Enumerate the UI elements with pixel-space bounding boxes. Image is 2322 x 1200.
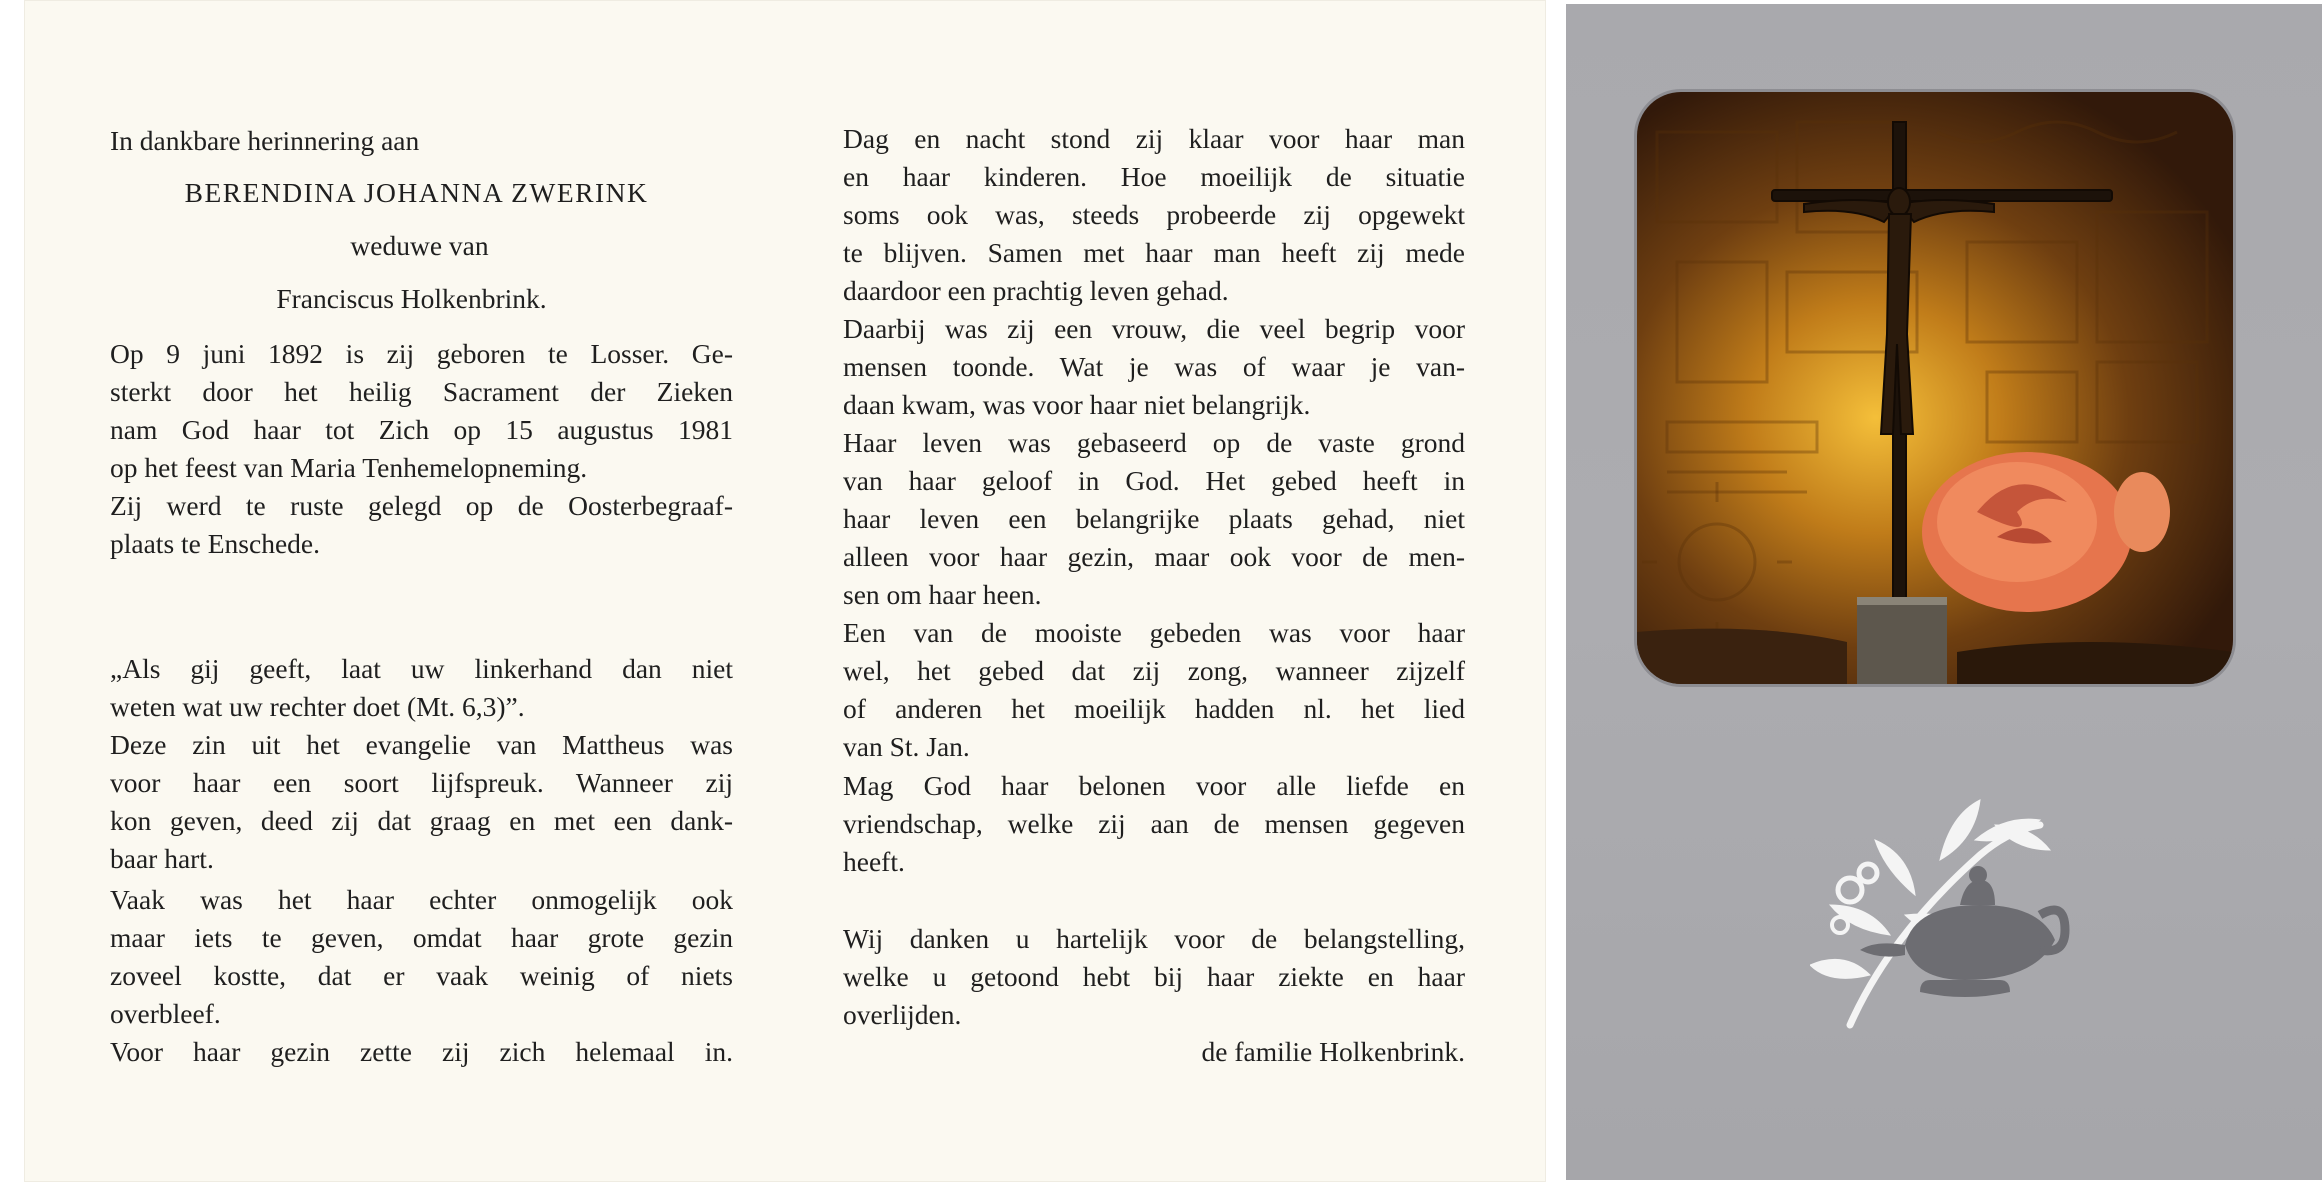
text-line: alleen voor haar gezin, maar ook voor de men-	[843, 541, 1465, 572]
text-line: Mag God haar belonen voor alle liefde en	[843, 770, 1465, 801]
text-line: zoveel kostte, dat er vaak weinig of niets	[110, 960, 733, 991]
text-line: Daarbij was zij een vrouw, die veel begrip voor	[843, 313, 1465, 344]
text-line: heeft.	[843, 846, 905, 877]
relation-text: weduwe van	[350, 230, 489, 261]
text-line: welke u getoond hebt bij haar ziekte en haar	[843, 961, 1465, 992]
text-line: Wij danken u hartelijk voor de belangstelling,	[843, 923, 1465, 954]
text-line: en haar kinderen. Hoe moeilijk de situatie	[843, 161, 1465, 192]
heading: In dankbare herinnering aan	[110, 125, 420, 156]
crucifix-rose-photo	[1637, 92, 2233, 684]
text-line: mensen toonde. Wat je was of waar je van-	[843, 351, 1465, 382]
text-line: Op 9 juni 1892 is zij geboren te Losser. Ge-	[110, 338, 733, 369]
text-line: weten wat uw rechter doet (Mt. 6,3)”.	[110, 691, 525, 722]
signature: de familie Holkenbrink.	[1201, 1036, 1465, 1067]
text-line: Voor haar gezin zette zij zich helemaal in.	[110, 1036, 733, 1067]
text-line: op het feest van Maria Tenhemelopneming.	[110, 452, 588, 483]
text-line: van haar geloof in God. Het gebed heeft in	[843, 465, 1465, 496]
text-line: plaats te Enschede.	[110, 528, 320, 559]
deceased-name: BERENDINA JOHANNA ZWERINK	[184, 177, 649, 208]
text-line: kon geven, deed zij dat graag en met een dank-	[110, 805, 733, 836]
text-line: daardoor een prachtig leven gehad.	[843, 275, 1229, 306]
text-line: wel, het gebed dat zij zong, wanneer zijzelf	[843, 655, 1465, 686]
text-line: baar hart.	[110, 843, 214, 874]
text-line: Zij werd te ruste gelegd op de Oosterbegraaf-	[110, 490, 733, 521]
text-line: „Als gij geeft, laat uw linkerhand dan niet	[110, 653, 733, 684]
text-line: sen om haar heen.	[843, 579, 1042, 610]
text-line: Haar leven was gebaseerd op de vaste grond	[843, 427, 1465, 458]
text-line: Een van de mooiste gebeden was voor haar	[843, 617, 1465, 648]
text-line: Deze zin uit het evangelie van Mattheus was	[110, 729, 733, 760]
text-line: overlijden.	[843, 999, 962, 1030]
text-line: soms ook was, steeds probeerde zij opgewekt	[843, 199, 1465, 230]
text-line: maar iets te geven, omdat haar grote gezin	[110, 922, 733, 953]
text-line: daan kwam, was voor haar niet belangrijk.	[843, 389, 1311, 420]
oil-lamp-olive-branch-icon	[1810, 795, 2070, 1045]
text-line: voor haar een soort lijfspreuk. Wanneer zij	[110, 767, 733, 798]
text-line: te blijven. Samen met haar man heeft zij mede	[843, 237, 1465, 268]
text-line: overbleef.	[110, 998, 221, 1029]
text-line: Vaak was het haar echter onmogelijk ook	[110, 884, 733, 915]
text-line: nam God haar tot Zich op 15 augustus 1981	[110, 414, 733, 445]
text-line: vriendschap, welke zij aan de mensen gegeven	[843, 808, 1465, 839]
text-line: of anderen het moeilijk hadden nl. het lied	[843, 693, 1465, 724]
text-line: Dag en nacht stond zij klaar voor haar man	[843, 123, 1465, 154]
text-line: sterkt door het heilig Sacrament der Zieken	[110, 376, 733, 407]
spouse-name: Franciscus Holkenbrink.	[276, 283, 547, 314]
text-line: van St. Jan.	[843, 731, 970, 762]
text-line: haar leven een belangrijke plaats gehad, niet	[843, 503, 1465, 534]
